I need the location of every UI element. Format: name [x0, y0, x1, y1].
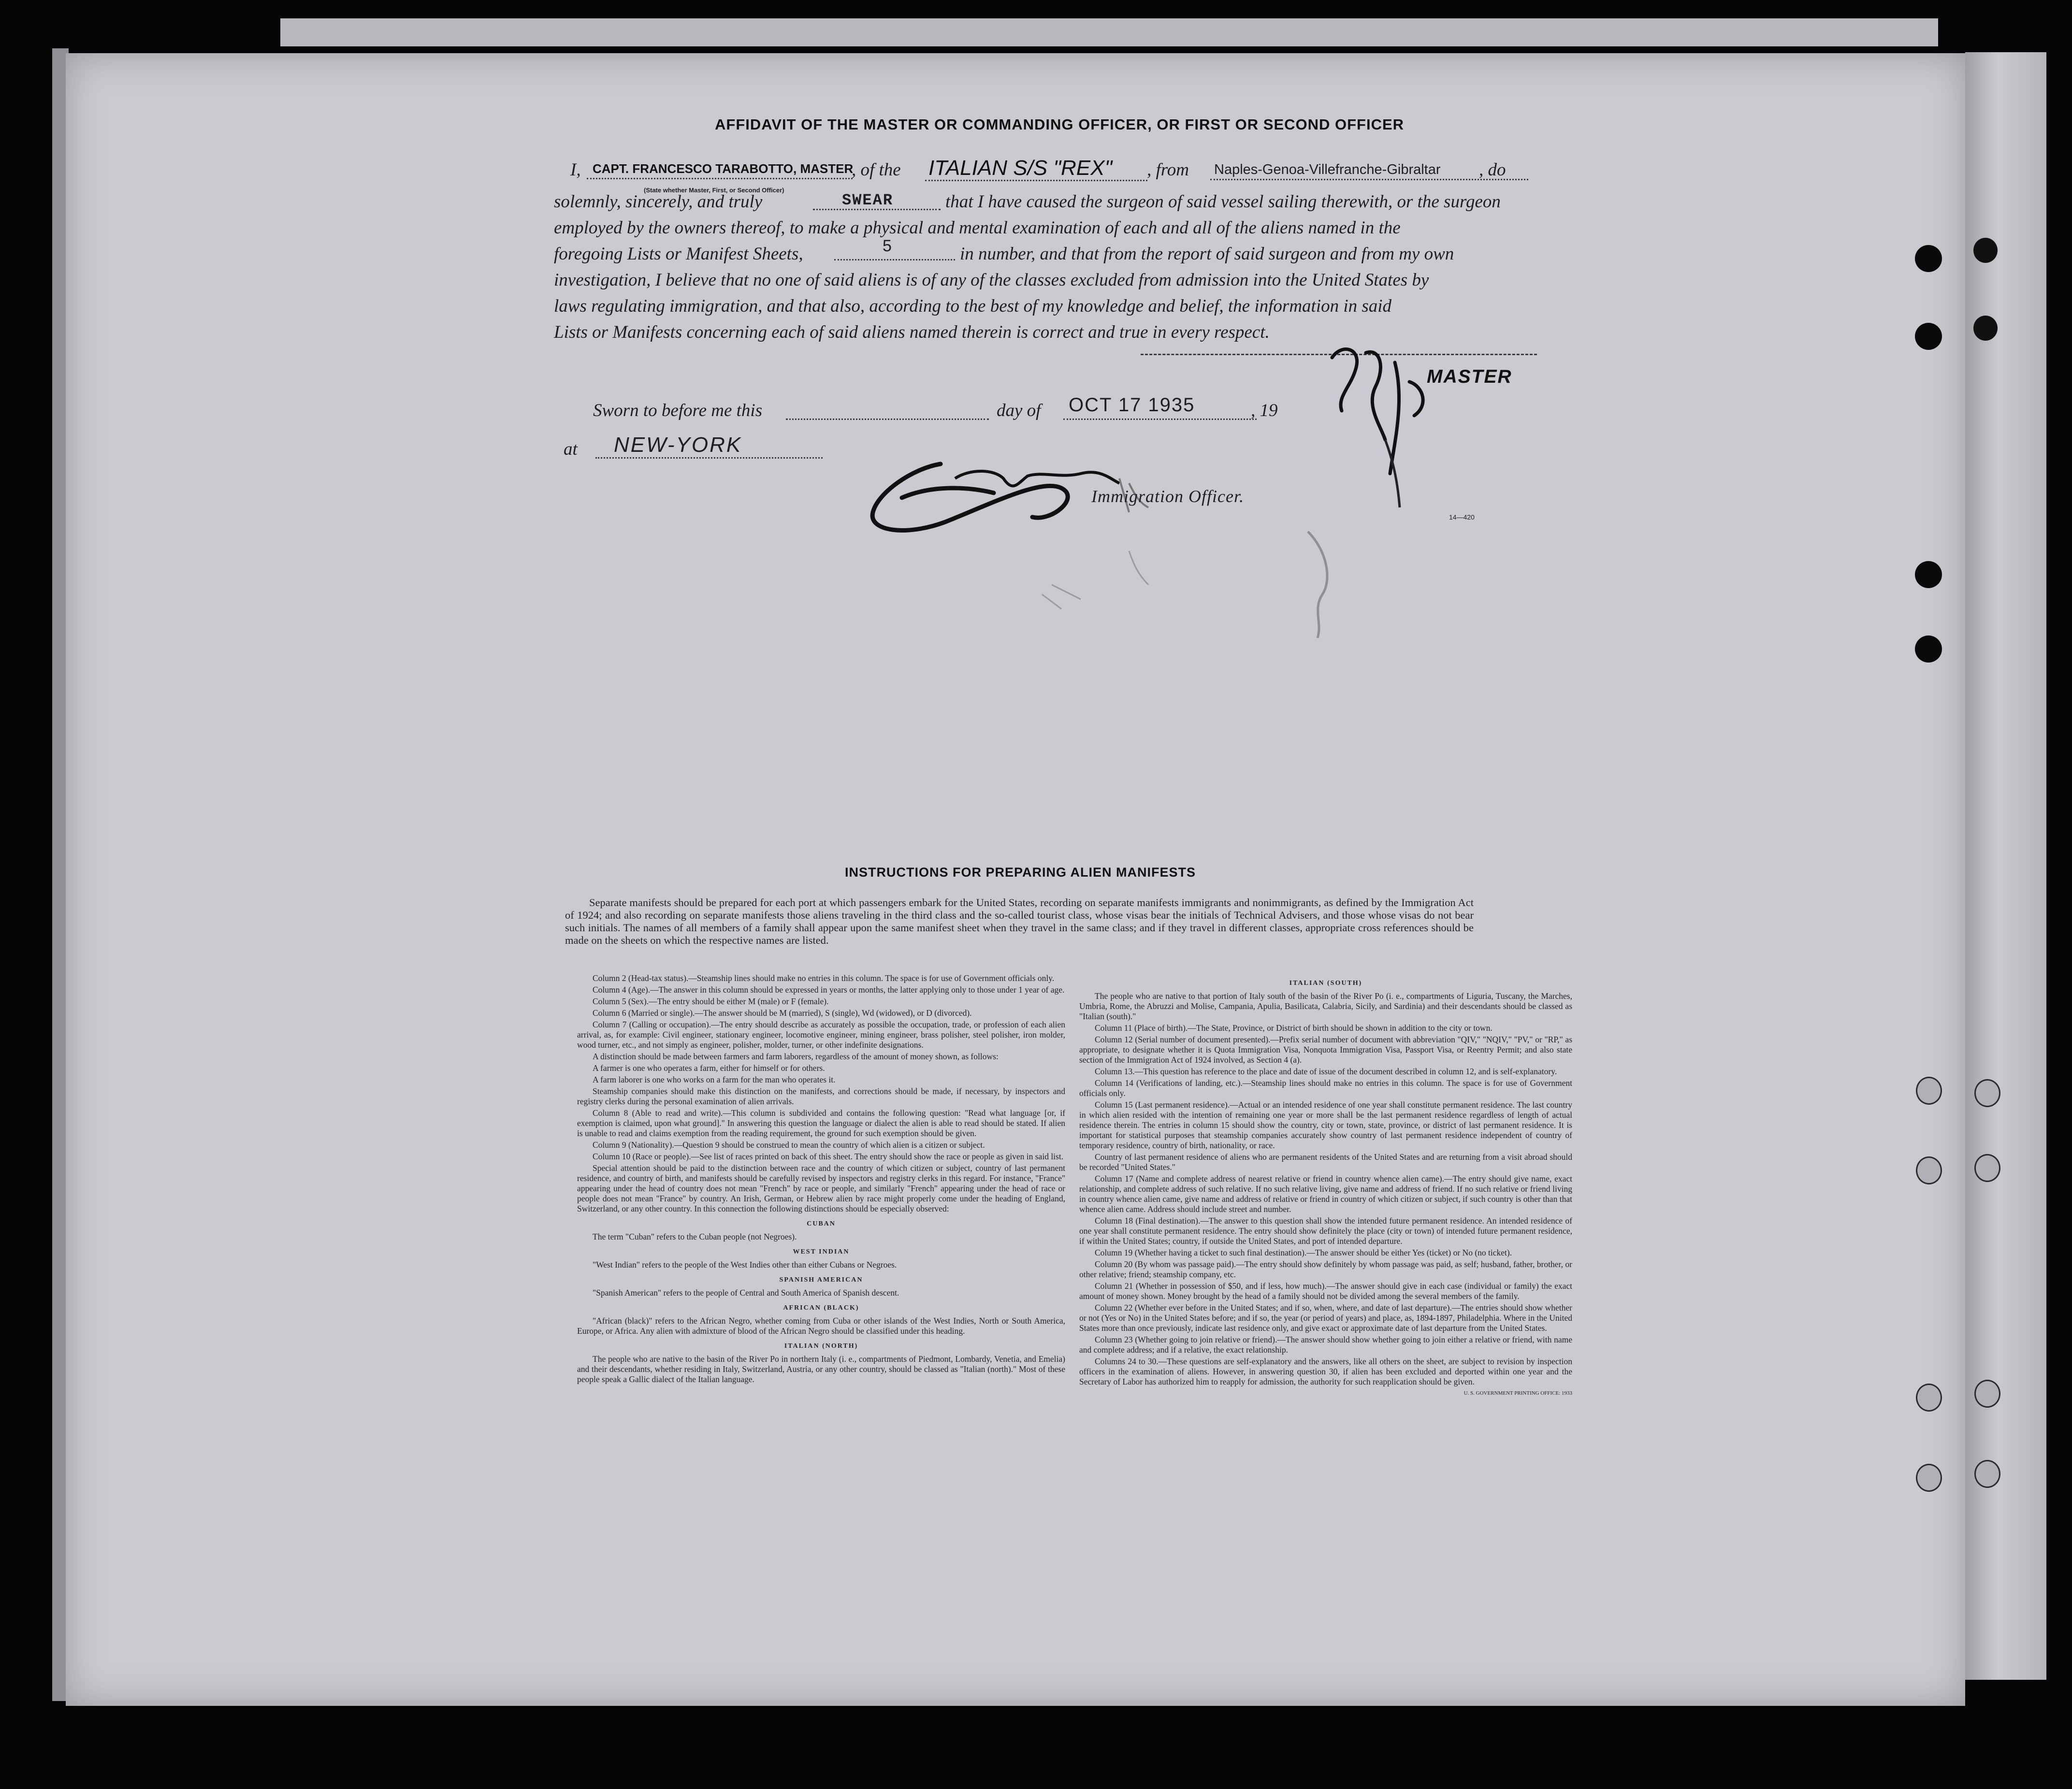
left-para: A distinction should be made between farmers and farm laborers, regardless of the amount of money shown, as follows:	[593, 1052, 999, 1061]
right-para: Column 23 (Whether going to join relative or friend).—The answer should show whether going to join either a relative or friend, with name and complete address; and if a relative, the exact relationship.	[1079, 1335, 1572, 1355]
italian-north-heading: ITALIAN (NORTH)	[784, 1342, 858, 1350]
left-para: Column 6 (Married or single).—The answer should be M (married), S (single), Wd (widowed), or D (divorced).	[593, 1008, 972, 1018]
affidavit-line-2-prefix: solemnly, sincerely, and truly	[554, 192, 763, 212]
master-title: MASTER	[1427, 366, 1512, 387]
left-para: Column 8 (Able to read and write).—This column is subdivided and contains the following question: "Read what language [or, if exemption is claimed, upon what ground]." In answering this question the language or dialect the alien is able to read should be stated. If alien is unable to read and claims exemption from the reading requirement, the ground for such exemption should be given.	[577, 1108, 1065, 1138]
african-text: "African (black)" refers to the African Negro, whether coming from Cuba or other islands of the West Indies, North or South America, Europe, or Africa. Any alien with admixture of blood of the African Negro should be classified under this heading.	[577, 1316, 1065, 1336]
right-para: Column 12 (Serial number of document presented).—Prefix serial number of document with abbreviation "QIV," "NQIV," "PV," or "RP," as appropriate, to designate whether it is Quota Immigration Visa, Nonquota Immigration Visa, Passport Visa, or Reentry Permit; and also state section of the Immigration Act of 1924 involved, as Section 4 (a).	[1079, 1035, 1572, 1065]
right-para: The people who are native to that portion of Italy south of the basin of the River Po (i. e., compartments of Liguria, Tuscany, the Marches, Umbria, Rome, the Abruzzi and Molise, Campania, Apulia, Basilicata, Calabria, Sicily, and Sardinia) and their descendants should be classed as "Italian (south)."	[1079, 991, 1572, 1021]
right-para: Column 22 (Whether ever before in the United States; and if so, when, where, and date of last departure).—The entries should show whether or not (Yes or No) in the United States before; and if so, the year (or period of years) and place, as, 1894-1897, Philadelphia. Where in the United States more than once previously, indicate last residence only, and give exact or approximate date of last departure from the United States.	[1079, 1303, 1572, 1333]
binder-ring	[1974, 1380, 2000, 1408]
left-para: Steamship companies should make this distinction on the manifests, and corrections should be made, if necessary, by inspectors and registry clerks during the personal examination of alien arrivals.	[577, 1086, 1065, 1106]
binder-ring	[1974, 1460, 2000, 1488]
cuban-text: The term "Cuban" refers to the Cuban people (not Negroes).	[593, 1232, 797, 1241]
left-para: Column 9 (Nationality).—Question 9 should be construed to mean the country of which alien is a citizen or subject.	[593, 1140, 985, 1150]
binder-strip	[1965, 52, 2046, 1680]
binder-hole	[1973, 238, 1998, 263]
left-para: A farmer is one who operates a farm, either for himself or for others.	[593, 1063, 825, 1073]
sheet-count-rule	[834, 259, 955, 260]
west-indian-heading: WEST INDIAN	[793, 1248, 850, 1255]
sworn-day-of: day of	[997, 401, 1041, 420]
binder-hole	[1973, 316, 1998, 341]
of-the-text: , of the	[852, 160, 901, 180]
from-text: , from	[1147, 160, 1189, 180]
right-para: Column 13.—This question has reference to the place and date of issue of the document described in column 12, and is self-explanatory.	[1095, 1067, 1557, 1076]
left-para: Special attention should be paid to the distinction between race and the country of which citizen or subject, country of last permanent residence, and country of birth, and manifests should be carefully revised by inspectors and registry clerks in this regard. For instance, "France" appearing under the head of country does not mean "French" by race or people, and similarly "French" appearing under the head of race or people does not mean "France" by country. An Irish, German, or Hebrew alien by race might properly come under the heading of England, Switzerland, or any other country. In this connection the following distinctions should be especially observed:	[577, 1163, 1065, 1213]
binder-ring	[1974, 1079, 2000, 1107]
left-para: Column 7 (Calling or occupation).—The entry should describe as accurately as possible the occupation, trade, or profession of each alien arrival, as, for example: Civil engineer, stationary engineer, locomotive engineer, mining engineer, brass polisher, steel polisher, iron molder, wood turner, etc., and not simply as engineer, polisher, molder, turner, or other indefinite designations.	[577, 1020, 1065, 1050]
affidavit-line-2-suffix: that I have caused the surgeon of said vessel sailing therewith, or the surgeon	[945, 192, 1501, 212]
ship-name: ITALIAN S/S "REX"	[928, 156, 1113, 180]
affidavit-line-7: Lists or Manifests concerning each of said aliens named therein is correct and true in every respect.	[554, 322, 1270, 342]
right-para: Column 19 (Whether having a ticket to such final destination).—The answer should be either Yes (ticket) or No (no ticket).	[1095, 1248, 1512, 1257]
role-note: (State whether Master, First, or Second Officer)	[644, 187, 784, 194]
punch-hole	[1915, 323, 1942, 350]
left-para: A farm laborer is one who works on a farm for the man who operates it.	[593, 1075, 836, 1084]
ring-hole	[1916, 1077, 1942, 1105]
affidavit-line-5: investigation, I believe that no one of said aliens is of any of the classes excluded from admission into the United States by	[554, 270, 1429, 290]
punch-hole	[1915, 561, 1942, 588]
sworn-day-rule	[786, 418, 989, 420]
sworn-year-prefix: , 19	[1251, 401, 1278, 420]
right-para: Column 17 (Name and complete address of nearest relative or friend in country whence alien came).—The entry should give name, exact relationship, and complete address of such relative. If no such relative living, give name and address of friend. If no such relative or friend living in country whence alien came, give name and address of relative or friend in country of which citizen or subject, if such country is other than that whence alien came. Address should include street and number.	[1079, 1174, 1572, 1214]
at-label: at	[564, 439, 578, 459]
punch-hole	[1915, 245, 1942, 272]
left-para: Column 4 (Age).—The answer in this column should be expressed in years or months, the latter applying only to those under 1 year of age.	[593, 985, 1065, 995]
master-signature	[1313, 314, 1438, 527]
right-para: Column 15 (Last permanent residence).—Actual or an intended residence of one year shall constitute permanent residence. The last country in which alien resided with the intention of remaining one year or more shall be the last permanent residence regardless of length of actual residence therein. The entries in column 15 should show the country, city or town, state, province, or district of last permanent residence. It is important for statistical purposes that steamship companies accurately show country of last permanent residence independent of country of temporary residence, country of birth, nationality, or race.	[1079, 1100, 1572, 1150]
instructions-right-column	[1079, 973, 1572, 1399]
sworn-date-stamp: OCT 17 1935	[1069, 394, 1195, 416]
italian-south-heading: ITALIAN (SOUTH)	[1289, 980, 1362, 987]
pencil-mark	[1293, 522, 1351, 648]
officer-label: Immigration Officer.	[1091, 487, 1244, 506]
top-paper-edge	[280, 18, 1938, 46]
right-para: Column 14 (Verifications of landing, etc.).—Steamship lines should make no entries in this column. The space is for use of Government officials only.	[1079, 1078, 1572, 1098]
cuban-heading: CUBAN	[807, 1220, 836, 1227]
oath-rule	[813, 209, 941, 210]
oath-word: SWEAR	[842, 191, 894, 209]
intro-paragraph: Separate manifests should be prepared for each port at which passengers embark for the United States, recording on separate manifests immigrants and nonimmigrants, as defined by the Immigration Act of 1924; and also recording on separate manifests those aliens traveling in the third class and the so-called tourist class, whose visas bear the initials of Technical Advisers, and those whose visas do not bear such initials. The names of all members of a family shall appear upon the same manifest sheet when they travel in the same class; and if they travel in different classes, appropriate cross references should be made on the sheets on which the respective names are listed.	[565, 896, 1474, 946]
ring-hole	[1916, 1156, 1942, 1184]
affidavit-line-3: employed by the owners thereof, to make a physical and mental examination of each and all of the aliens named in the	[554, 218, 1401, 238]
ship-name-rule	[925, 180, 1147, 181]
printer-note: U. S. GOVERNMENT PRINTING OFFICE: 1933	[1463, 1390, 1572, 1396]
italian-north-text: The people who are native to the basin of the River Po in northern Italy (i. e., compartments of Piedmont, Lombardy, Venetia, and Emelia) and their descendants, whether residing in Italy, Switzerland, Austria, or any other country, should be classed as "Italian (north)." Most of these people speak a Gallic dialect of the Italian language.	[577, 1354, 1065, 1384]
punch-hole	[1915, 635, 1942, 663]
right-para: Column 20 (By whom was passage paid).—The entry should show definitely by whom passage was paid, as self; husband, father, brother, or other relative; friend; steamship company, etc.	[1079, 1259, 1572, 1279]
left-para: Column 5 (Sex).—The entry should be either M (male) or F (female).	[593, 996, 829, 1006]
sworn-date-rule	[1063, 418, 1257, 420]
affidavit-i: I,	[570, 160, 581, 180]
do-text: , do	[1479, 160, 1506, 180]
right-para: Column 21 (Whether in possession of $50, and if less, how much).—The answer should give in each case (individual or family) the exact amount of money shown. Money brought by the head of a family should not be divided among the several members of the family.	[1079, 1281, 1572, 1301]
spanish-american-text: "Spanish American" refers to the people of Central and South America of Spanish descent.	[593, 1288, 899, 1298]
left-para: Column 10 (Race or people).—See list of races printed on back of this sheet. The entry should show the race or people as given in said list.	[593, 1152, 1064, 1161]
master-name: CAPT. FRANCESCO TARABOTTO, MASTER	[593, 161, 854, 176]
sworn-prefix: Sworn to before me this	[593, 401, 763, 420]
manifest-page	[66, 53, 1965, 1706]
right-para: Column 11 (Place of birth).—The State, Province, or District of birth should be shown in addition to the city or town.	[1095, 1023, 1492, 1033]
instructions-intro	[565, 896, 1474, 947]
right-para: Columns 24 to 30.—These questions are self-explanatory and the answers, like all others on the sheet, are subject to revision by inspection officers in the examination of aliens. However, in answering question 30, if alien has been excluded and deported within one year and the Secretary of Labor has authorized him to reapply for admission, the authority for such reapplication should be given.	[1079, 1356, 1572, 1386]
binder-ring	[1974, 1154, 2000, 1182]
affidavit-line-6: laws regulating immigration, and that also, according to the best of my knowledge and belief, the information in said	[554, 296, 1392, 316]
ring-hole	[1916, 1464, 1942, 1492]
right-para: Country of last permanent residence of aliens who are permanent residents of the United States and are returning from a visit abroad should be recorded "United States."	[1079, 1152, 1572, 1172]
left-para: Column 2 (Head-tax status).—Steamship lines should make no entries in this column. The space is for use of Government officials only.	[593, 973, 1055, 983]
instructions-left-column	[577, 973, 1065, 1386]
form-number: 14—420	[1449, 513, 1475, 521]
sheet-count: 5	[883, 237, 892, 255]
instructions-title: INSTRUCTIONS FOR PREPARING ALIEN MANIFESTS	[845, 865, 1196, 880]
master-name-rule	[587, 178, 853, 179]
affidavit-line-4-prefix: foregoing Lists or Manifest Sheets,	[554, 244, 803, 264]
spanish-american-heading: SPANISH AMERICAN	[779, 1276, 863, 1284]
location: NEW-YORK	[614, 433, 742, 457]
affidavit-title: AFFIDAVIT OF THE MASTER OR COMMANDING OFFICER, OR FIRST OR SECOND OFFICER	[715, 116, 1405, 133]
ring-hole	[1916, 1384, 1942, 1412]
affidavit-line-4-suffix: in number, and that from the report of said surgeon and from my own	[960, 244, 1454, 264]
african-heading: AFRICAN (BLACK)	[783, 1304, 859, 1312]
affidavit-line-1	[570, 157, 581, 183]
immigration-officer-signature	[791, 449, 1206, 633]
location-rule	[595, 457, 823, 459]
right-para: Column 18 (Final destination).—The answer to this question shall show the intended future permanent residence. An intended residence of one year shall constitute permanent residence. The entry should show definitely the place (city or town) of intended future permanent residence, if within the United States; country, if outside the United States, and port of intended departure.	[1079, 1216, 1572, 1246]
route: Naples-Genoa-Villefranche-Gibraltar	[1214, 162, 1441, 177]
west-indian-text: "West Indian" refers to the people of the West Indies other than either Cubans or Negroes.	[593, 1260, 897, 1270]
